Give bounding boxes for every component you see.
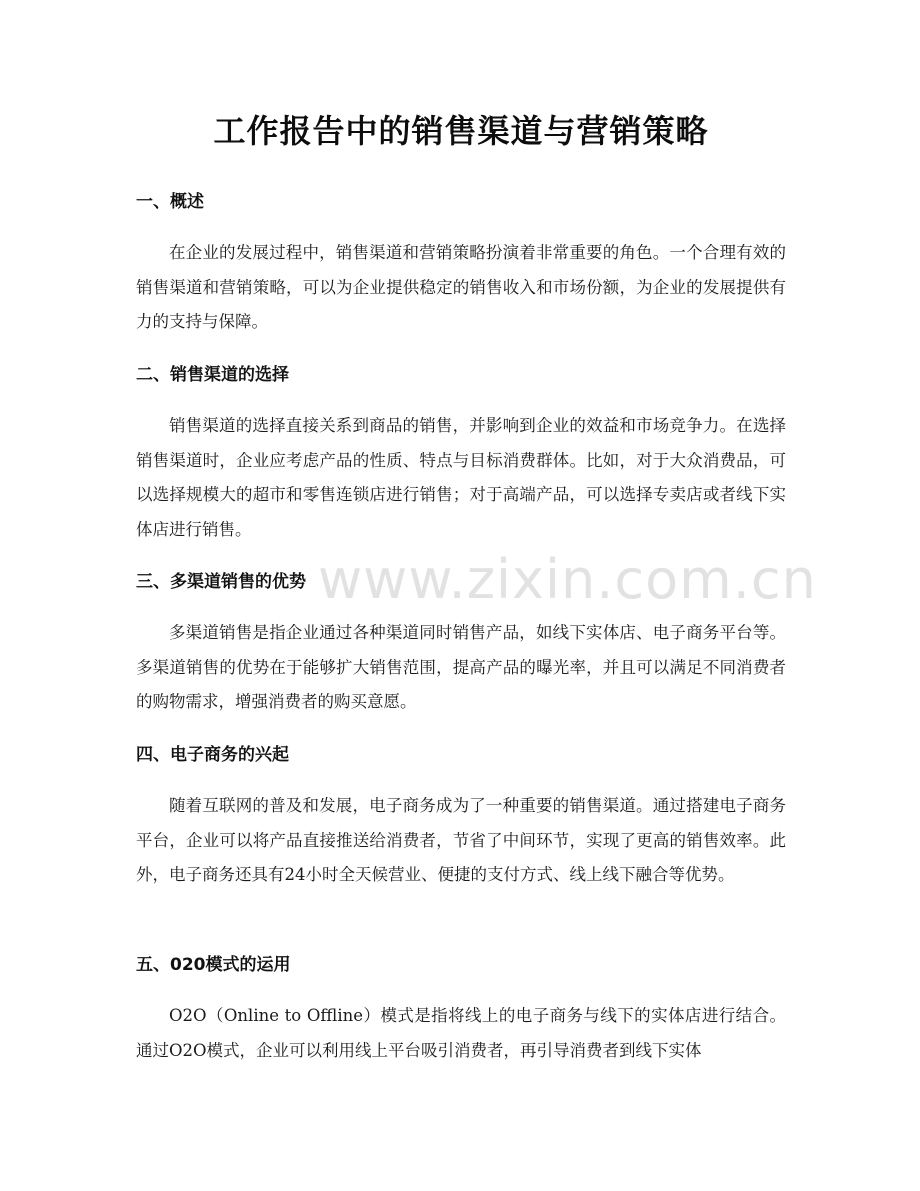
watermark-text: www.zixin.com.cn: [318, 548, 817, 611]
section-o2o-model: [136, 953, 786, 1068]
section-overview: [136, 190, 786, 340]
document-title: 工作报告中的销售渠道与营销策略: [213, 112, 709, 150]
section-heading: 三、多渠道销售的优势: [136, 572, 306, 592]
section-ecommerce-rise: [136, 743, 786, 893]
section-body: 在企业的发展过程中，销售渠道和营销策略扮演着非常重要的角色。一个合理有效的销售渠道和营销策略，可以为企业提供稳定的销售收入和市场份额，为企业的发展提供有力的支持与保障。: [136, 243, 786, 331]
section-body: O2O（Online to Offline）模式是指将线上的电子商务与线下的实体店进行结合。通过O2O模式，企业可以利用线上平台吸引消费者，再引导消费者到线下实体: [136, 1006, 786, 1060]
section-body: 销售渠道的选择直接关系到商品的销售，并影响到企业的效益和市场竞争力。在选择销售渠道时，企业应考虑产品的性质、特点与目标消费群体。比如，对于大众消费品，可以选择规模大的超市和零售连锁店进行销售；对于高端产品，可以选择专卖店或者线下实体店进行销售。: [136, 416, 786, 539]
section-heading: 四、电子商务的兴起: [136, 745, 289, 765]
section-multichannel-advantages: [136, 570, 786, 720]
section-heading: 一、概述: [136, 192, 204, 212]
section-body: 随着互联网的普及和发展，电子商务成为了一种重要的销售渠道。通过搭建电子商务平台，企业可以将产品直接推送给消费者，节省了中间环节，实现了更高的销售效率。此外，电子商务还具有24小时全天候营业、便捷的支付方式、线上线下融合等优势。: [136, 796, 786, 884]
section-body: 多渠道销售是指企业通过各种渠道同时销售产品，如线下实体店、电子商务平台等。多渠道销售的优势在于能够扩大销售范围，提高产品的曝光率，并且可以满足不同消费者的购物需求，增强消费者的购买意愿。: [136, 623, 786, 711]
section-heading: 五、020模式的运用: [136, 955, 291, 975]
section-heading: 二、销售渠道的选择: [136, 365, 289, 385]
section-channel-selection: [136, 363, 786, 547]
